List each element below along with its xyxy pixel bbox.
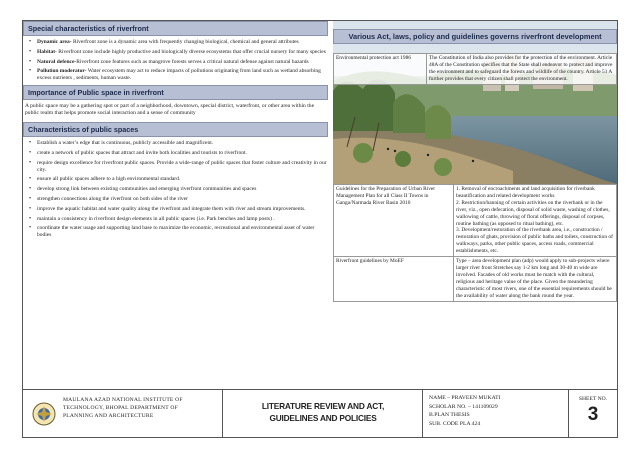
institute-name: MAULANA AZAD NATIONAL INSTITUTE OF TECHNOLOGY, BHOPAL DEPARTMENT OF PLANNING AND ARCHITECTURE [63, 397, 183, 419]
riverfront-photo [333, 21, 617, 184]
list-item: • Establish a water’s edge that is continuous, publicly accessible and magnificent. [29, 140, 328, 147]
list-item: • create a network of public spaces that attract and invite both localities and tourists to riverfront. [29, 150, 328, 157]
act-table-2 [333, 184, 617, 302]
term: Pollution moderator- [37, 68, 87, 75]
act-table [333, 184, 617, 302]
section-header-acts: Various Act, laws, policy and guidelines governs riverfront development [333, 29, 617, 44]
section-header-public-spaces: Characteristics of public spaces [23, 122, 328, 137]
section-header-public-space: Importance of Public space in riverfront [23, 85, 328, 100]
institute-cell [23, 390, 223, 437]
sheet-number: 3 [587, 404, 599, 425]
public-space-paragraph: A public space may be a gathering spot or part of a neighborhood, downtown, special district, waterfront, or other area within the public realm that helps promote social interaction and a sense of community [25, 102, 315, 117]
student-cell [423, 390, 569, 437]
act-description: Type – area development plan (adp) would apply to sub-projects where larger river front Stretches say 1-2 km long and 30-40 m wide are involved. Facades of old works must be match with the cultural, religious and heritage value of the place. Given the meandering characteristic of most rivers, one of the essential requirements should be the availability of water along the bank round the year. [454, 257, 617, 301]
list-item: • coordinate the water usage and supporting land base to maximize the economic, recreational and environmental asset of water bodies [29, 225, 328, 239]
list-item [29, 49, 328, 56]
act-name: Guidelines for the Preparation of Urban River Management Plan for all Class II Towns in Ganga/Narmada River Basin 2010 [334, 185, 454, 257]
title-block [23, 389, 617, 437]
sheet-number-cell [569, 390, 617, 437]
act-description: The Constitution of India also provides for the protection of the environment. Article 48A of the Constitution specifies that the State shall endeavor to protect and improve the environment and to safeguard the forests and wildlife of the country. Article 51 A further provides that every citizen shall protect the environment. [427, 54, 617, 85]
list-item: • strengthen connections along the riverfront on both sides of the river [29, 196, 328, 203]
act-description: 1. Removal of encroachments and land acquisition for riverbank beautification and related development works 2. Restriction/banning of certain activities on the riverbank or in the river, viz., open defecation, disposal of solid waste, washing of clothes, wallowing of cattle, throwing of floral offerings, disposal of corpses, routine bathing (as opposed to ritual bathing), etc. 3. Development/restoration of the riverbank area, i.e., construction / restoration of ghats, provision of public baths and toilets, construction of walkways, parks, other public spaces, access roads, commercial establishments, etc. [454, 185, 617, 257]
riverfront-characteristics-list [23, 39, 328, 82]
list-item [29, 68, 328, 82]
act-name: Environmental protection act 1986 [334, 54, 427, 85]
sheet-title-line2: GUIDELINES AND POLICIES [269, 413, 377, 423]
list-item [29, 59, 328, 66]
term-text: Riverfront zone features such as mangrove forests serves a critical natural defense against natural hazards [76, 58, 309, 65]
list-item: • maintain a consistency in riverfront design elements in all public spaces (i.e. Park benches and lamp posts) . [29, 216, 328, 223]
term: Habitat- [37, 48, 57, 55]
list-item [29, 39, 328, 46]
right-column [333, 21, 617, 387]
term: Natural defence- [37, 58, 77, 65]
section-header-characteristics: Special characteristics of riverfront [23, 21, 328, 36]
table-row [334, 257, 617, 301]
term-text: Riverfront zone is a dynamic area with frequently changing biological, chemical and general attributes [71, 39, 299, 45]
table-row [334, 185, 617, 257]
list-item: • ensure all public spaces adhere to a high environmental standard. [29, 176, 328, 183]
left-column [23, 21, 328, 387]
list-item: • develop strong link between existing communities and emerging riverfront communities and spaces [29, 186, 328, 193]
act-table-1 [333, 53, 617, 85]
sheet-number-label: SHEET NO. [578, 396, 608, 402]
act-table [333, 53, 617, 85]
public-space-characteristics-list [23, 140, 328, 239]
table-row [334, 54, 617, 85]
term-text: Water ecosystem may act to reduce impacts of pollutions originating from land such as wetland absorbing excess nutrients , sediments, human waste. [37, 68, 321, 82]
sheet-title-line1: LITERATURE REVIEW AND ACT, [261, 401, 385, 411]
sheet-title-cell [223, 390, 423, 437]
act-name: Riverfront guidelines by MoEF [334, 257, 454, 301]
list-item: • improve the aquatic habitat and water quality along the riverfront and integrate them with river and stream improvements. [29, 206, 328, 213]
institute-logo-icon [32, 402, 56, 426]
term-text: Riverfront zone include highly productive and biologically diverse ecosystems that offer crucial nursery for many species [56, 48, 326, 55]
riverfront-rendering-image [333, 21, 617, 184]
term: Dynamic area- [37, 39, 72, 45]
student-details: NAME – PRAVEEN MUKATI SCHOLAR NO. – 141109029 B.PLAN THESIS SUB. CODE PLA 424 [429, 395, 501, 427]
list-item: • require design excellence for riverfront public spaces. Provide a wide-range of public spaces that foster culture and creativity in our city. [29, 160, 328, 174]
